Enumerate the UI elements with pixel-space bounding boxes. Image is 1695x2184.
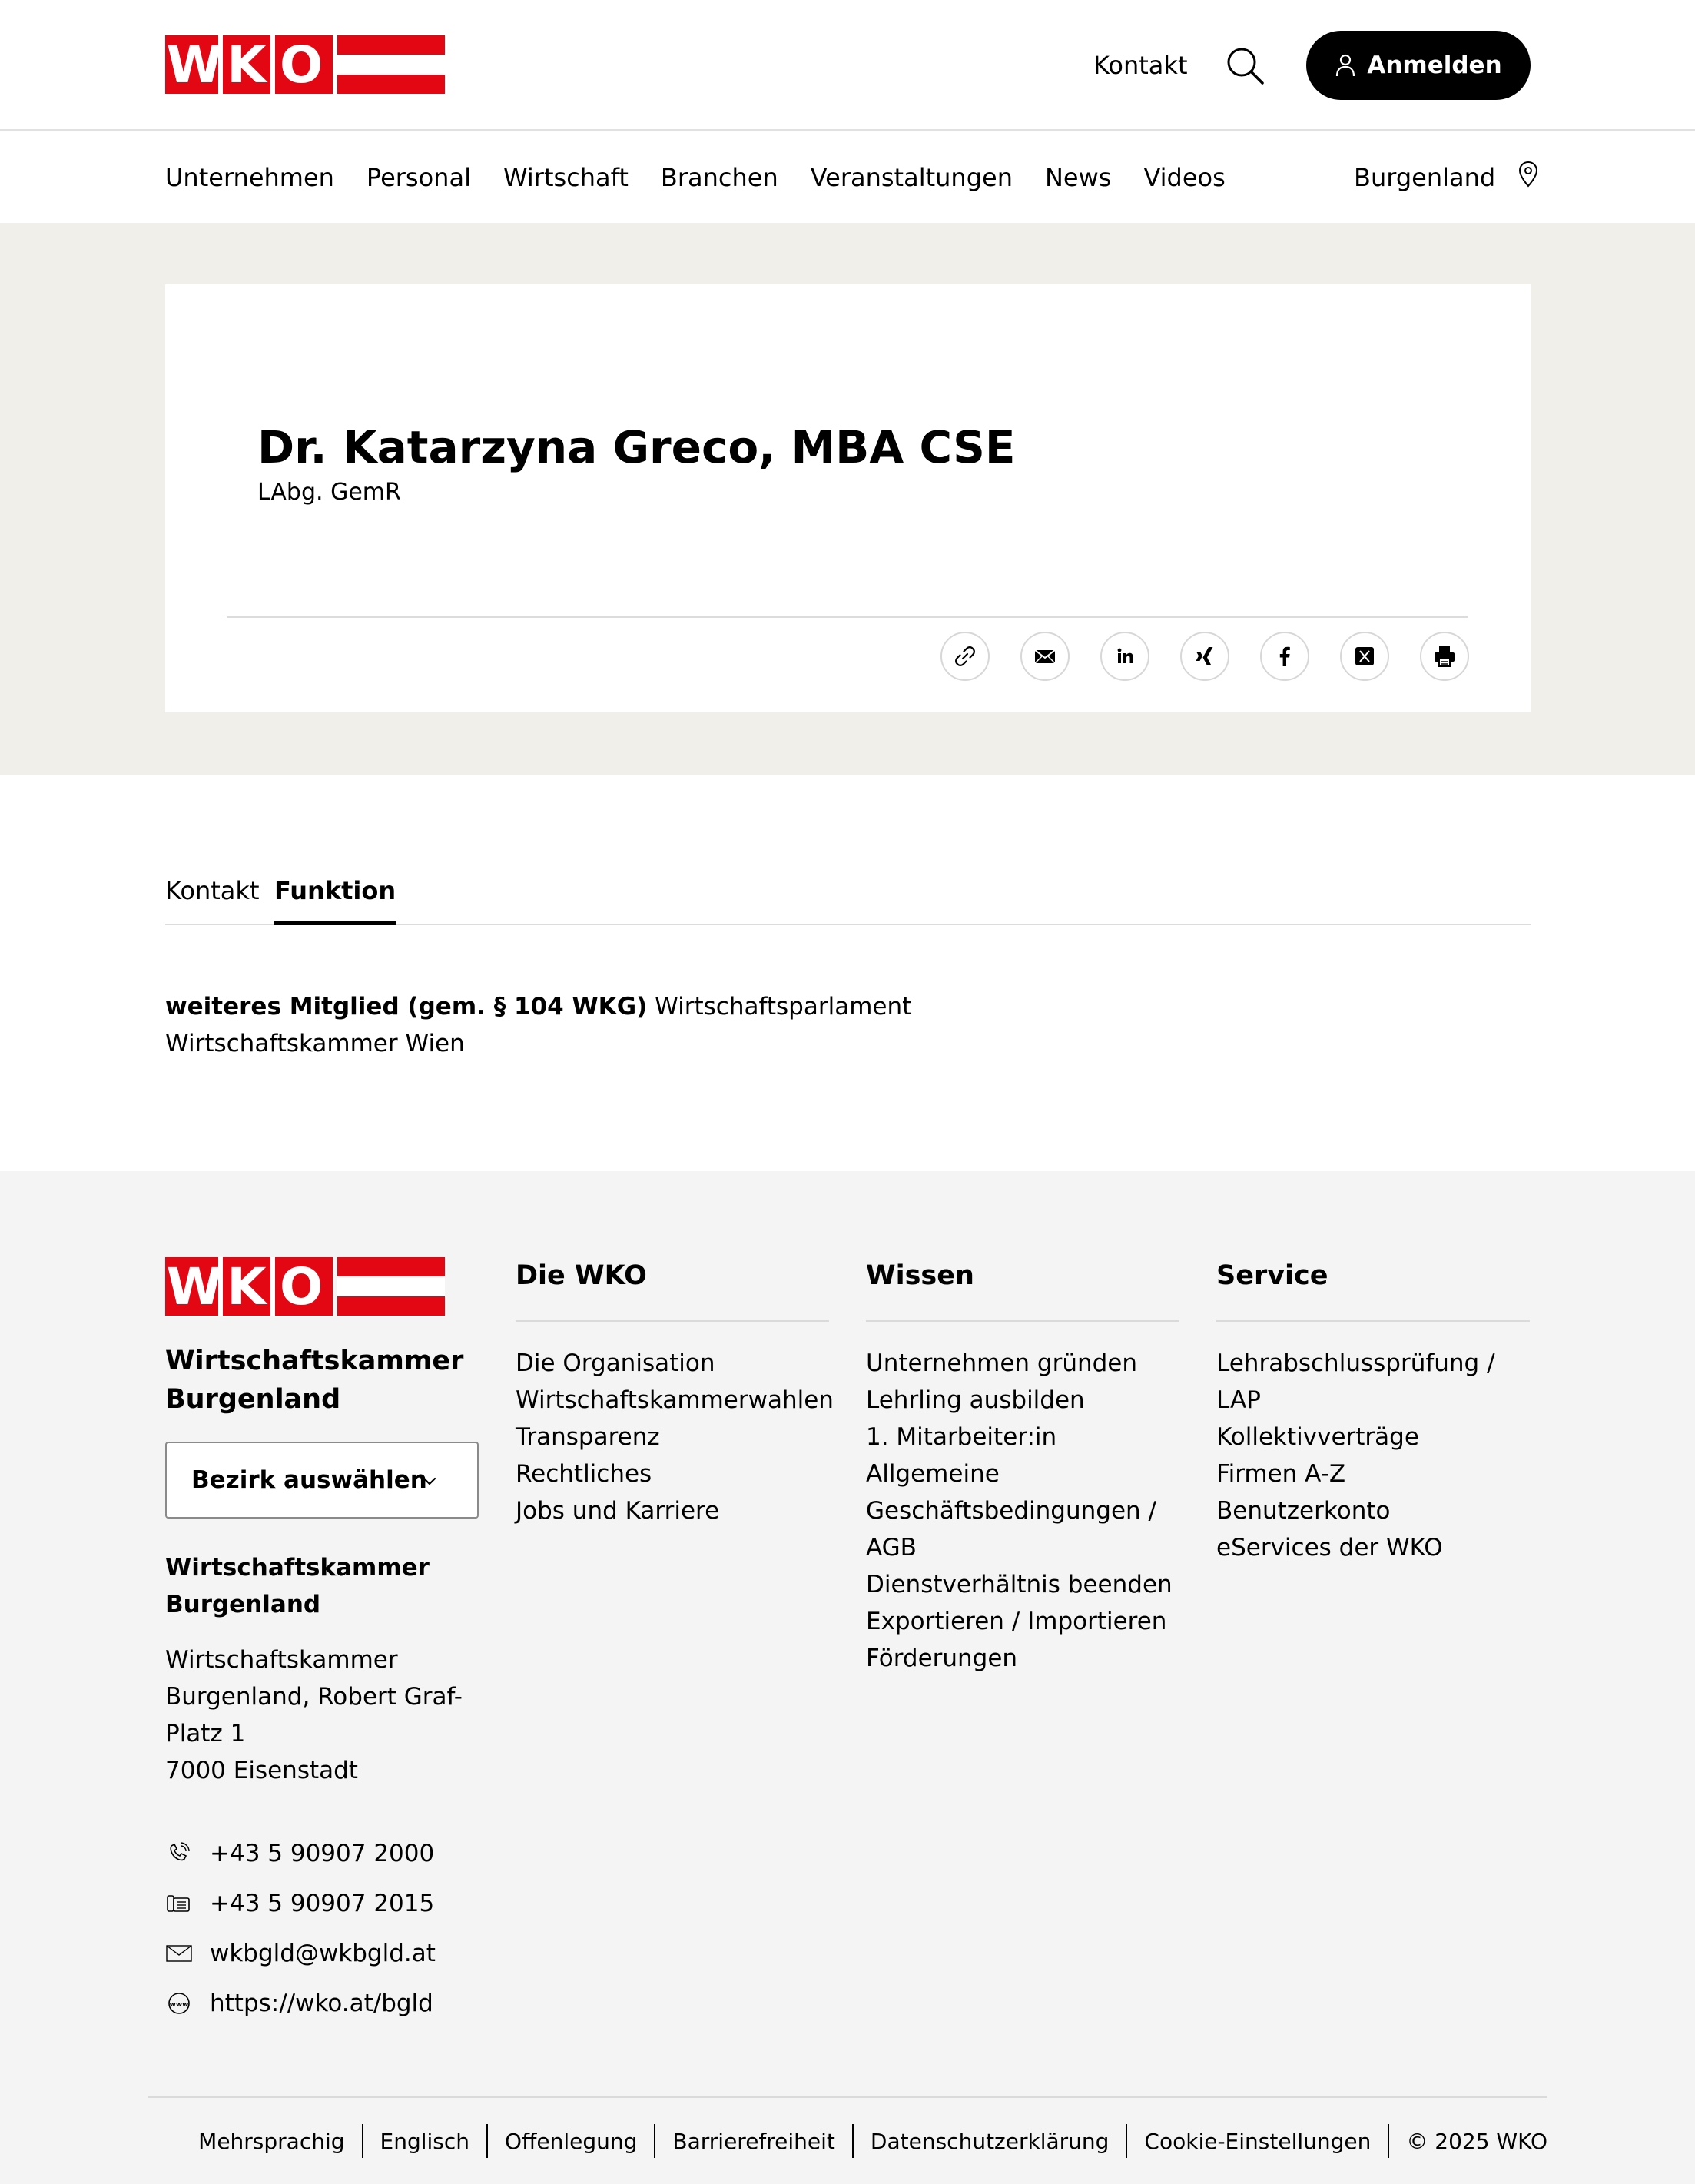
address [165, 1641, 473, 1789]
print-icon [1431, 643, 1458, 669]
location-pin-icon [1518, 161, 1538, 188]
footer-link[interactable]: Kollektivverträge [1216, 1423, 1419, 1451]
fax-number: +43 5 90907 2015 [210, 1890, 435, 1917]
footer-link[interactable]: Allgemeine [866, 1460, 1000, 1488]
logo-letter: K [223, 1257, 275, 1316]
logo-letter: W [166, 35, 223, 95]
region-selector[interactable] [1354, 163, 1538, 192]
nav-item-personal[interactable]: Personal [366, 163, 471, 192]
footer-link[interactable]: Lehrabschlussprüfung / LAP [1216, 1349, 1495, 1414]
footer-link[interactable]: Wirtschaftskammerwahlen [516, 1386, 834, 1414]
wko-logo[interactable] [165, 35, 445, 94]
share-mail-button[interactable] [1020, 632, 1070, 681]
nav-item-videos[interactable]: Videos [1143, 163, 1226, 192]
share-xing-button[interactable] [1180, 632, 1229, 681]
footer-link[interactable]: Transparenz [516, 1423, 660, 1451]
fax-contact[interactable] [165, 1890, 434, 1917]
nav-item-wirtschaft[interactable]: Wirtschaft [503, 163, 629, 192]
share-x-button[interactable] [1340, 632, 1389, 681]
nav-item-veranstaltungen[interactable]: Veranstaltungen [810, 163, 1013, 192]
linkedin-icon [1112, 643, 1138, 669]
mail-icon [1032, 643, 1058, 669]
divider [227, 616, 1468, 618]
logo-letter: W [166, 1256, 223, 1316]
nav-item-news[interactable]: News [1044, 163, 1112, 192]
address-line: Platz 1 [165, 1720, 246, 1748]
legal-link-englisch[interactable]: Englisch [362, 2124, 487, 2158]
function-role: weiteres Mitglied (gem. § 104 WKG) [165, 993, 648, 1021]
nav-item-branchen[interactable]: Branchen [660, 163, 778, 192]
share-bar [940, 632, 1469, 681]
person-title: LAbg. GemR [257, 479, 401, 506]
chevron-down-icon [420, 1472, 439, 1491]
footer-wko-logo[interactable] [165, 1257, 445, 1316]
legal-links [181, 2124, 1547, 2158]
footer-column-wissen [866, 1260, 1179, 1677]
phone-number: +43 5 90907 2000 [210, 1840, 435, 1867]
footer-link[interactable]: Dienstverhältnis beenden [866, 1571, 1173, 1598]
login-label: Anmelden [1367, 51, 1502, 79]
footer-column-title: Wissen [866, 1260, 1179, 1322]
website-url: https://wko.at/bgld [210, 1990, 433, 2017]
person-name: Dr. Katarzyna Greco, MBA CSE [257, 421, 1016, 473]
phone-icon [165, 1841, 193, 1866]
footer-link[interactable]: 1. Mitarbeiter:in [866, 1423, 1057, 1451]
fax-icon [165, 1891, 193, 1916]
district-select-label: Bezirk auswählen [191, 1466, 427, 1494]
function-org: Wirtschaftskammer Wien [165, 1030, 465, 1057]
function-body: Wirtschaftsparlament [655, 993, 912, 1021]
divider [148, 2096, 1547, 2098]
footer-org-name: Wirtschaftskammer Burgenland [165, 1346, 464, 1415]
function-entry [165, 988, 911, 1062]
xing-icon [1192, 643, 1218, 669]
footer-link[interactable]: Rechtliches [516, 1460, 652, 1488]
tab-kontakt[interactable]: Kontakt [165, 876, 260, 905]
print-button[interactable] [1420, 632, 1469, 681]
footer-column-die-wko [516, 1260, 834, 1529]
search-icon [1226, 46, 1265, 86]
footer-link[interactable]: Firmen A-Z [1216, 1460, 1346, 1488]
footer-link[interactable]: Exportieren / Importieren [866, 1608, 1167, 1635]
header-kontakt-link[interactable]: Kontakt [1093, 51, 1188, 80]
svg-text:www: www [169, 2001, 189, 2009]
x-icon [1352, 643, 1378, 669]
user-icon [1335, 54, 1356, 77]
footer-link[interactable]: eServices der WKO [1216, 1534, 1443, 1562]
address-line: Wirtschaftskammer [165, 1646, 398, 1674]
share-link-button[interactable] [940, 632, 990, 681]
site-footer [0, 1171, 1695, 2184]
phone-contact[interactable] [165, 1840, 434, 1867]
search-button[interactable] [1226, 46, 1265, 86]
email-contact[interactable] [165, 1940, 436, 1967]
footer-link[interactable]: Lehrling ausbilden [866, 1386, 1085, 1414]
legal-link-cookie-settings[interactable]: Cookie-Einstellungen [1126, 2124, 1388, 2158]
region-label: Burgenland [1354, 163, 1496, 192]
email-address: wkbgld@wkbgld.at [210, 1940, 436, 1967]
logo-letter: O [279, 35, 323, 95]
footer-link[interactable]: Benutzerkonto [1216, 1497, 1391, 1525]
tab-funktion[interactable]: Funktion [274, 876, 396, 925]
austria-flag-icon [337, 1257, 445, 1316]
share-facebook-button[interactable] [1260, 632, 1309, 681]
envelope-icon [165, 1941, 193, 1966]
main-navigation [0, 132, 1695, 223]
footer-link[interactable]: Geschäftsbedingungen / [866, 1497, 1156, 1525]
nav-item-unternehmen[interactable]: Unternehmen [165, 163, 334, 192]
profile-tabs [165, 876, 1531, 925]
legal-link-barrierefreiheit[interactable]: Barrierefreiheit [654, 2124, 852, 2158]
district-select[interactable] [165, 1442, 479, 1519]
footer-column-title: Service [1216, 1260, 1530, 1322]
footer-link[interactable]: AGB [866, 1534, 917, 1562]
link-icon [952, 643, 978, 669]
address-line: 7000 Eisenstadt [165, 1757, 358, 1784]
logo-letter: O [279, 1256, 323, 1316]
footer-column-service [1216, 1260, 1530, 1566]
legal-link-datenschutz[interactable]: Datenschutzerklärung [852, 2124, 1126, 2158]
logo-letter: K [223, 35, 275, 94]
footer-column-title: Die WKO [516, 1260, 829, 1322]
share-linkedin-button[interactable] [1100, 632, 1149, 681]
login-button[interactable] [1306, 31, 1531, 100]
globe-www-icon [165, 1991, 193, 2016]
facebook-icon [1272, 643, 1298, 669]
profile-card [165, 284, 1531, 712]
footer-link[interactable]: Unternehmen gründen [866, 1349, 1138, 1377]
copyright: © 2025 WKO [1388, 2124, 1547, 2158]
legal-link-offenlegung[interactable]: Offenlegung [486, 2124, 654, 2158]
footer-link[interactable]: Die Organisation [516, 1349, 715, 1377]
web-contact[interactable] [165, 1990, 433, 2017]
footer-link[interactable]: Jobs und Karriere [516, 1497, 720, 1525]
address-line: Burgenland, Robert Graf- [165, 1683, 463, 1711]
site-header [0, 0, 1695, 131]
address-title: Wirtschaftskammer Burgenland [165, 1554, 430, 1618]
legal-link-mehrsprachig[interactable]: Mehrsprachig [198, 2128, 345, 2154]
footer-link[interactable]: Förderungen [866, 1645, 1018, 1672]
austria-flag-icon [337, 35, 445, 94]
